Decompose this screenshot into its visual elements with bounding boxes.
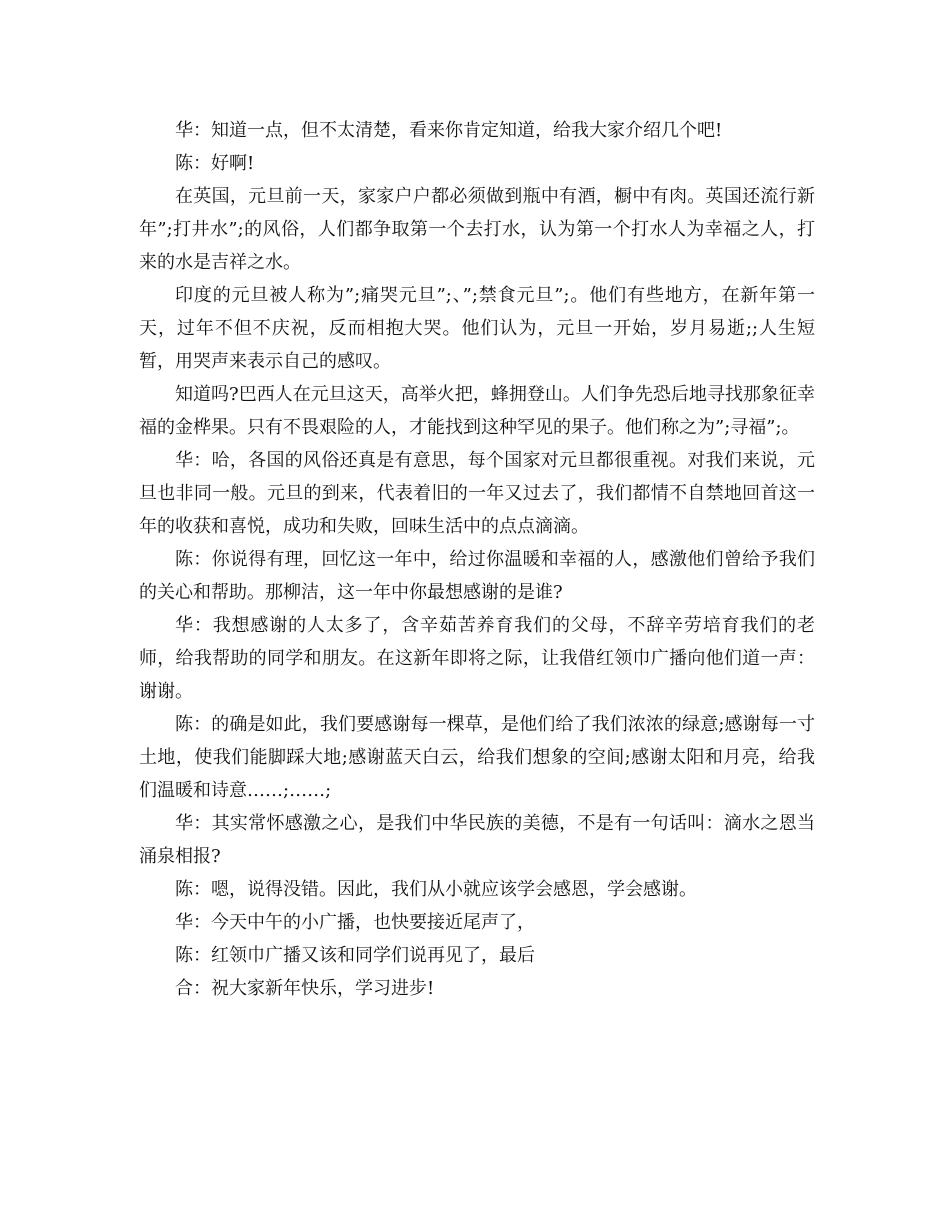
paragraph-11: 陈：嗯，说得没错。因此，我们从小就应该学会感恩，学会感谢。 bbox=[175, 879, 697, 900]
paragraph-2: 陈：好啊! bbox=[175, 153, 255, 174]
document-body bbox=[139, 114, 815, 1005]
paragraph-8: 华：我想感谢的人太多了，含辛茹苦养育我们的父母，不辞辛劳培育我们的老师，给我帮助的同学和朋友。在这新年即将之际，让我借红领巾广播向他们道一声：谢谢。 bbox=[139, 615, 815, 702]
paragraph-5: 知道吗?巴西人在元旦这天，高举火把，蜂拥登山。人们争先恐后地寻找那象征幸福的金桦果。只有不畏艰险的人，才能找到这种罕见的果子。他们称之为”;寻福”;。 bbox=[139, 384, 815, 438]
paragraph-7: 陈：你说得有理，回忆这一年中，给过你温暖和幸福的人，感激他们曾给予我们的关心和帮助。那柳洁，这一年中你最想感谢的是谁? bbox=[139, 549, 815, 603]
paragraph-1: 华：知道一点，但不太清楚，看来你肯定知道，给我大家介绍几个吧! bbox=[175, 120, 723, 141]
paragraph-12: 华：今天中午的小广播，也快要接近尾声了， bbox=[175, 912, 535, 933]
paragraph-10: 华：其实常怀感激之心，是我们中华民族的美德，不是有一句话叫：滴水之恩当涌泉相报? bbox=[139, 813, 815, 867]
paragraph-3: 在英国，元旦前一天，家家户户都必须做到瓶中有酒，橱中有肉。英国还流行新年”;打井水”;的风俗，人们都争取第一个去打水，认为第一个打水人为幸福之人，打来的水是吉祥之水。 bbox=[139, 186, 815, 273]
paragraph-14: 合：祝大家新年快乐，学习进步! bbox=[175, 978, 435, 999]
paragraph-6: 华：哈，各国的风俗还真是有意思，每个国家对元旦都很重视。对我们来说，元旦也非同一般。元旦的到来，代表着旧的一年又过去了，我们都情不自禁地回首这一年的收获和喜悦，成功和失败，回味生活中的点点滴滴。 bbox=[139, 450, 815, 537]
paragraph-9: 陈：的确是如此，我们要感谢每一棵草，是他们给了我们浓浓的绿意;感谢每一寸土地，使我们能脚踩大地;感谢蓝天白云，给我们想象的空间;感谢太阳和月亮，给我们温暖和诗意……;……; bbox=[139, 714, 815, 801]
paragraph-4: 印度的元旦被人称为”;痛哭元旦”;、”;禁食元旦”;。他们有些地方，在新年第一天，过年不但不庆祝，反而相抱大哭。他们认为，元旦一开始，岁月易逝;;人生短暂，用哭声来表示自己的感叹。 bbox=[139, 285, 815, 372]
paragraph-13: 陈：红领巾广播又该和同学们说再见了，最后 bbox=[175, 945, 535, 966]
